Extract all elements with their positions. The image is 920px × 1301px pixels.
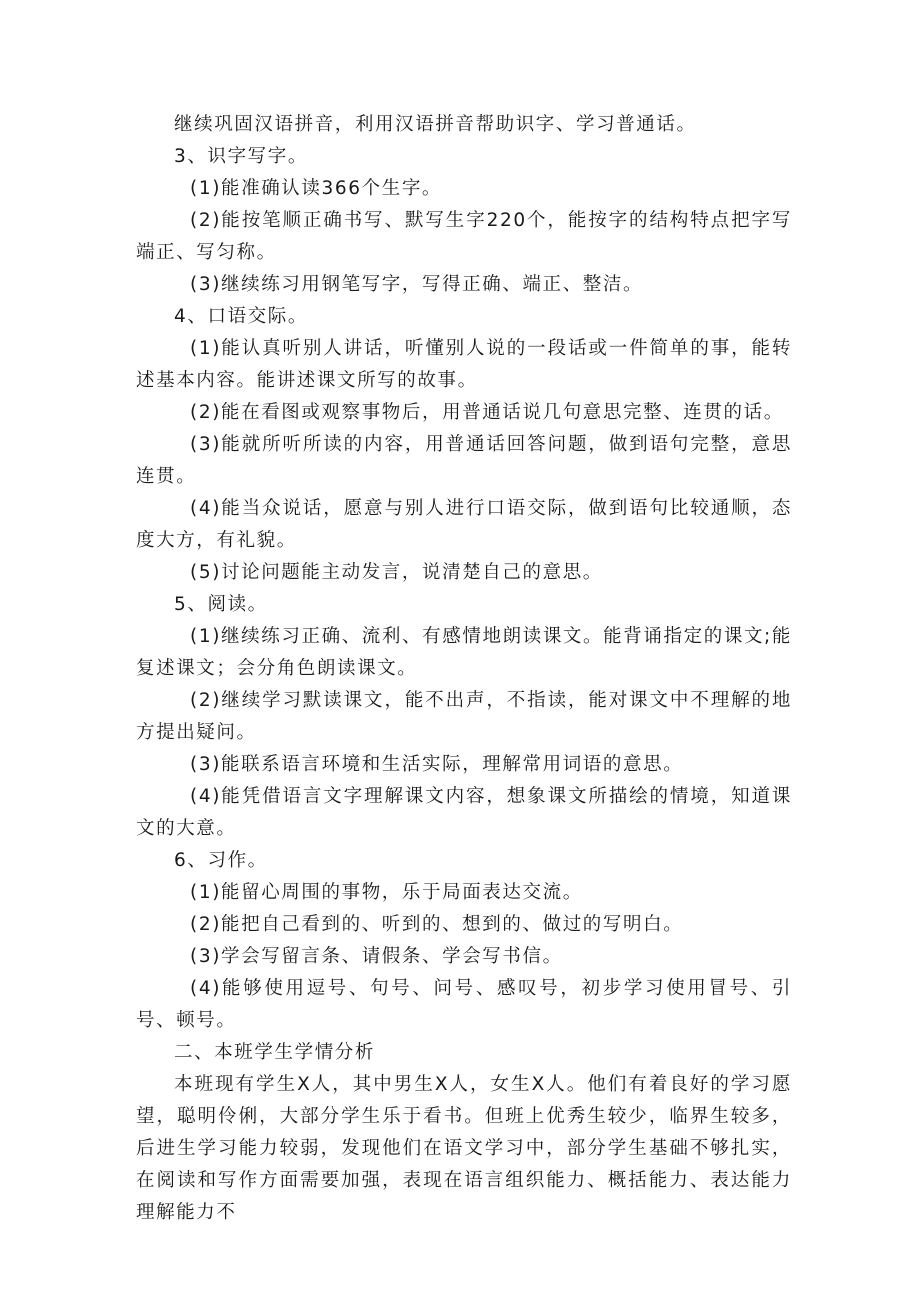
list-item: (2)能按笔顺正确书写、默写生字220个，能按字的结构特点把字写端正、写匀称。 <box>136 210 792 263</box>
intro-paragraph: 继续巩固汉语拼音，利用汉语拼音帮助识字、学习普通话。 <box>174 114 697 135</box>
list-item: (4)能够使用逗号、句号、问号、感叹号，初步学习使用冒号、引号、顿号。 <box>136 978 792 1031</box>
list-item: (1)能准确认读366个生字。 <box>190 178 443 199</box>
section-heading-writing: 6、习作。 <box>174 850 268 871</box>
section-heading-student-analysis: 二、本班学生学情分析 <box>174 1042 376 1063</box>
list-item: (3)继续练习用钢笔写字，写得正确、端正、整洁。 <box>190 274 644 295</box>
list-item: (3)能联系语言环境和生活实际，理解常用词语的意思。 <box>190 754 684 775</box>
list-item: (5)讨论问题能主动发言，说清楚自己的意思。 <box>190 562 603 583</box>
list-item: (3)学会写留言条、请假条、学会写书信。 <box>190 946 563 967</box>
list-item: (1)继续练习正确、流利、有感情地朗读课文。能背诵指定的课文;能复述课文；会分角色朗读课文。 <box>136 626 792 679</box>
list-item: (2)继续学习默读课文，能不出声，不指读，能对课文中不理解的地方提出疑问。 <box>136 690 792 743</box>
section-heading-reading: 5、阅读。 <box>174 594 268 615</box>
list-item: (1)能认真听别人讲话，听懂别人说的一段话或一件简单的事，能转述基本内容。能讲述课文所写的故事。 <box>136 338 792 391</box>
analysis-paragraph: 本班现有学生X人，其中男生X人，女生X人。他们有着良好的学习愿望，聪明伶俐，大部分学生乐于看书。但班上优秀生较少，临界生较多，后进生学习能力较弱，发现他们在语文学习中，部分学生基础不够扎实，在阅读和写作方面需要加强，表现在语言组织能力、概括能力、表达能力理解能力不 <box>136 1074 792 1223</box>
section-heading-oral: 4、口语交际。 <box>174 306 308 327</box>
list-item: (4)能当众说话，愿意与别人进行口语交际，做到语句比较通顺，态度大方，有礼貌。 <box>136 498 792 551</box>
list-item: (2)能在看图或观察事物后，用普通话说几句意思完整、连贯的话。 <box>190 402 784 423</box>
list-item: (3)能就所听所读的内容，用普通话回答问题，做到语句完整，意思连贯。 <box>136 434 792 487</box>
list-item: (1)能留心周围的事物，乐于局面表达交流。 <box>190 882 583 903</box>
section-heading-literacy: 3、识字写字。 <box>174 146 308 167</box>
list-item: (2)能把自己看到的、听到的、想到的、做过的写明白。 <box>190 914 684 935</box>
list-item: (4)能凭借语言文字理解课文内容，想象课文所描绘的情境，知道课文的大意。 <box>136 786 792 839</box>
